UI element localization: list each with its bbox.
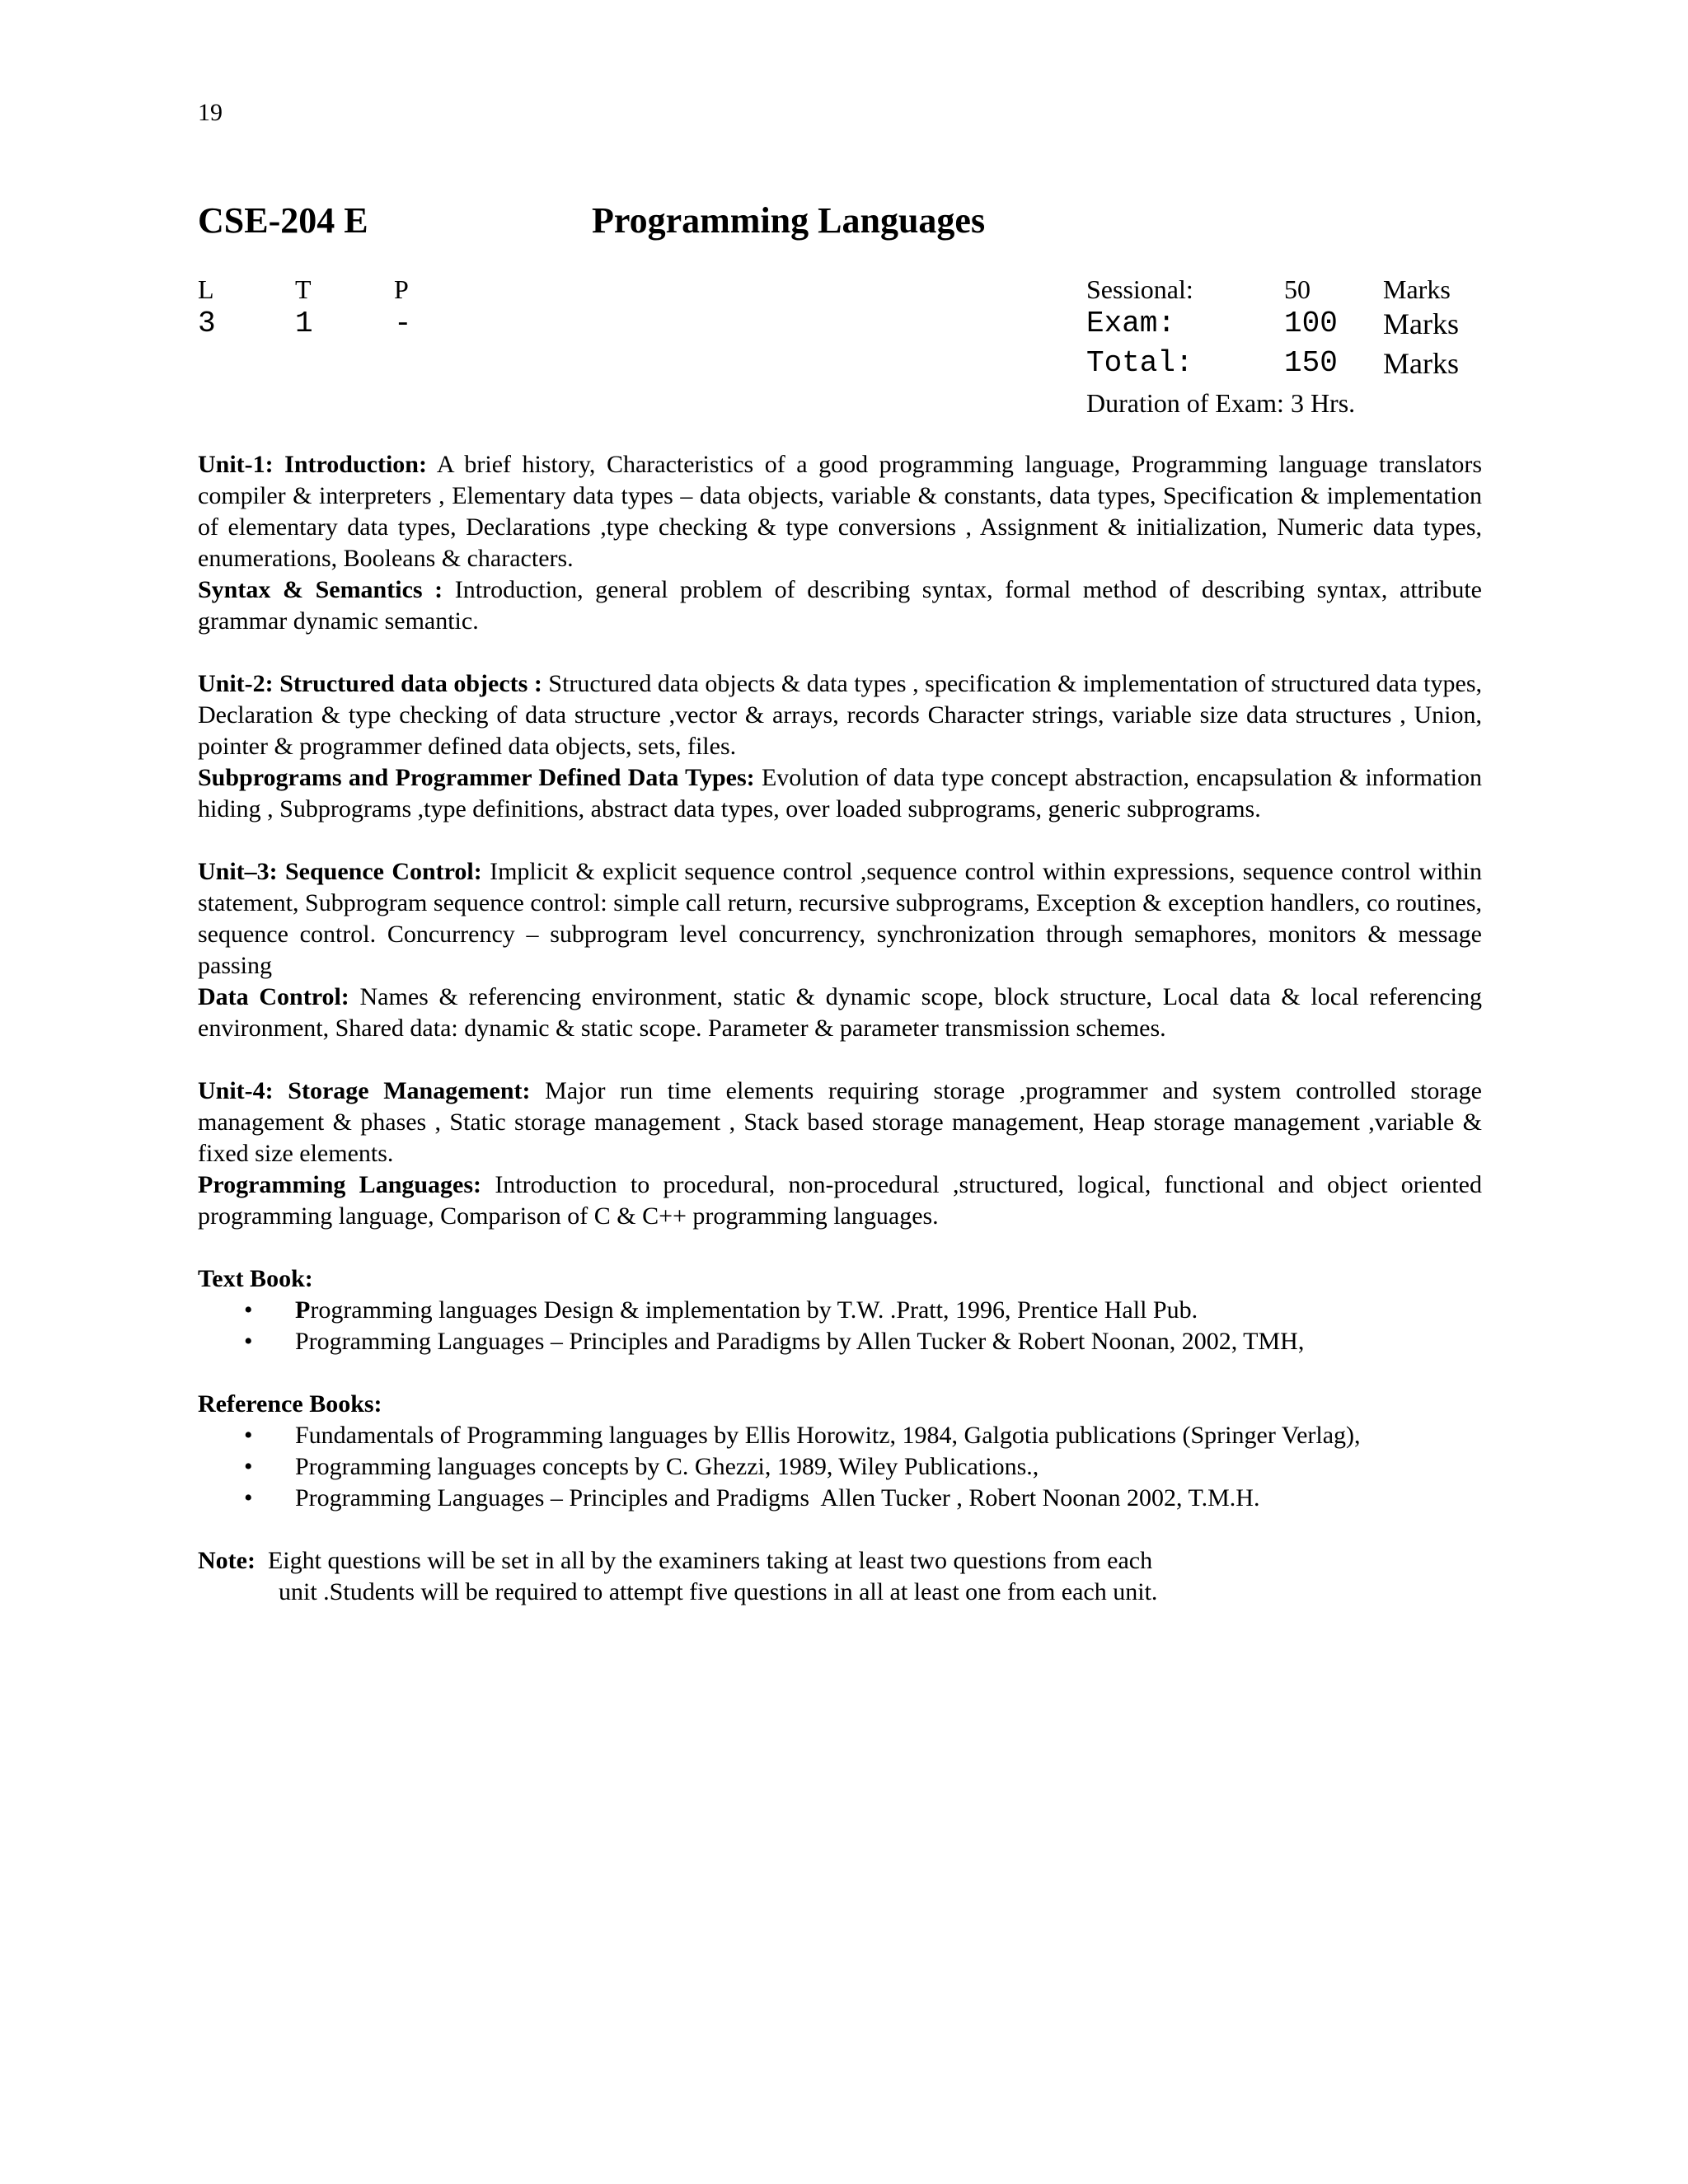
total-value: 150: [1284, 346, 1338, 380]
unit-1-sub-heading: Syntax & Semantics :: [198, 576, 443, 603]
list-item-text: rogramming languages Design & implementation by T.W. .Pratt, 1996, Prentice Hall Pub.: [310, 1296, 1198, 1324]
list-item: [198, 1483, 1292, 1514]
unit-2-sub-text: Evolution of data type concept abstraction, encapsulation & information hiding , Subprograms ,type definitions, abstract data types, over loaded subprograms, generic subprograms.: [198, 764, 1483, 823]
course-title: Programming Languages: [592, 200, 986, 241]
note-line-1: Eight questions will be set in all by the examiners taking at least two questions from each: [255, 1547, 1153, 1574]
unit-1-heading: Unit-1: Introduction:: [198, 451, 427, 478]
bullet-icon: •: [244, 1422, 253, 1449]
unit-4-heading: Unit-4: Storage Management:: [198, 1077, 531, 1104]
bullet-icon: •: [244, 1296, 253, 1324]
reference-books-list: [198, 1420, 1482, 1514]
exam-value: 100: [1284, 307, 1338, 340]
total-unit: Marks: [1383, 347, 1459, 380]
unit-2-text: Structured data objects & data types , specification & implementation of structured data types, Declaration & type checking of data structure ,vector & arrays, records Character strings, variable size data structures , Union, pointer & programmer defined data objects, sets, files.: [198, 670, 1482, 760]
unit-1-sub-text: Introduction, general problem of describing syntax, formal method of describing syntax, attribute grammar dynamic semantic.: [198, 576, 1482, 635]
ltp-header-l: L: [198, 274, 214, 304]
syllabus-content: [198, 449, 1482, 1608]
unit-4-paragraph: [198, 1076, 1482, 1169]
note-line-2: unit .Students will be required to attempt five questions in all at least one from each unit.: [279, 1578, 1158, 1605]
ltp-value-p: -: [394, 307, 412, 340]
unit-1-text: A brief history, Characteristics of a good programming language, Programming language translators compiler & interpreters , Elementary data types – data objects, variable & constants, data types, Specification & implementation of elementary data types, Declarations ,type checking & type conversions , Assignment & initialization, Numeric data types, enumerations, Booleans & characters.: [198, 451, 1483, 572]
exam-duration: Duration of Exam: 3 Hrs.: [1086, 388, 1356, 418]
bullet-icon: •: [244, 1453, 253, 1480]
unit-3-sub-text: Names & referencing environment, static & dynamic scope, block structure, Local data & local referencing environment, Shared data: dynamic & static scope. Parameter & parameter transmission schemes.: [198, 983, 1482, 1042]
list-item-text: Programming Languages – Principles and Pradigms Allen Tucker , Robert Noonan 2002, T.M.H.: [295, 1484, 1260, 1511]
note: [198, 1545, 1482, 1608]
ltp-value-t: 1: [295, 307, 313, 340]
exam-label: Exam:: [1086, 307, 1176, 340]
list-item: [198, 1326, 1482, 1357]
unit-4-sub-text: Introduction to procedural, non-procedural ,structured, logical, functional and object oriented programming language, Comparison of C & C++ programming languages.: [198, 1171, 1482, 1230]
sessional-label: Sessional:: [1086, 274, 1193, 304]
total-label: Total:: [1086, 346, 1193, 380]
list-item-text: Fundamentals of Programming languages by Ellis Horowitz, 1984, Galgotia publications (Springer Verlag),: [295, 1422, 1361, 1449]
bullet-icon: •: [244, 1484, 253, 1511]
list-item-text: Programming Languages – Principles and Paradigms by Allen Tucker & Robert Noonan, 2002, TMH,: [295, 1328, 1305, 1355]
unit-1-paragraph: [198, 449, 1482, 574]
list-item-text: Programming languages concepts by C. Ghezzi, 1989, Wiley Publications.,: [295, 1453, 1039, 1480]
ltp-header-p: P: [394, 274, 409, 304]
list-item: [198, 1295, 1482, 1326]
text-book-list: [198, 1295, 1482, 1357]
unit-3-sub-heading: Data Control:: [198, 983, 349, 1010]
unit-4-sub-heading: Programming Languages:: [198, 1171, 482, 1198]
bullet-icon: •: [244, 1328, 253, 1355]
note-label: Note:: [198, 1547, 256, 1574]
unit-2-sub-heading: Subprograms and Programmer Defined Data Types:: [198, 764, 755, 791]
text-book-heading: Text Book:: [198, 1265, 313, 1292]
page-number: 19: [198, 99, 223, 126]
unit-3-paragraph: [198, 856, 1482, 982]
reference-books-heading: Reference Books:: [198, 1390, 382, 1418]
exam-unit: Marks: [1383, 307, 1459, 340]
ltp-value-l: 3: [198, 307, 216, 340]
unit-3-heading: Unit–3: Sequence Control:: [198, 858, 482, 885]
list-item-initial: P: [295, 1296, 311, 1324]
sessional-value: 50: [1284, 274, 1311, 304]
unit-4-sub-paragraph: [198, 1169, 1482, 1232]
unit-4-text: Major run time elements requiring storage ,programmer and system controlled storage management & phases , Static storage management , Stack based storage management, Heap storage management ,variable & fixed size elements.: [198, 1077, 1482, 1167]
list-item: [198, 1451, 1482, 1483]
ltp-header-t: T: [295, 274, 312, 304]
unit-2-heading: Unit-2: Structured data objects :: [198, 670, 542, 697]
unit-1-sub-paragraph: [198, 574, 1482, 637]
list-item: [198, 1420, 1482, 1451]
sessional-unit: Marks: [1383, 274, 1451, 304]
unit-3-sub-paragraph: [198, 982, 1482, 1044]
unit-2-paragraph: [198, 668, 1482, 762]
unit-2-sub-paragraph: [198, 762, 1482, 825]
course-code: CSE-204 E: [198, 200, 368, 241]
unit-3-text: Implicit & explicit sequence control ,sequence control within expressions, sequence control within statement, Subprogram sequence control: simple call return, recursive subprograms, Exception & exception handlers, co routines, sequence control. Concurrency – subprogram level concurrency, synchronization through semaphores, monitors & message passing: [198, 858, 1483, 979]
